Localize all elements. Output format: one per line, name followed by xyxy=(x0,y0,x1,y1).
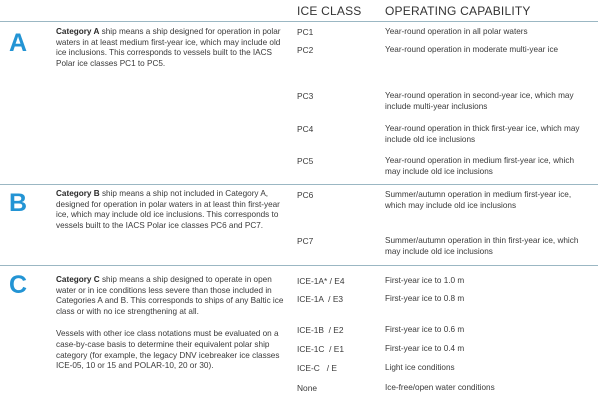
capability-cell: Year-round operation in medium first-year ice, which may include old ice inclusions xyxy=(385,156,575,176)
ice-class-cell: ICE-1B / E2 xyxy=(297,325,344,335)
header-divider xyxy=(0,21,598,22)
ice-class-cell: ICE-1C / E1 xyxy=(297,344,345,354)
ice-class-cell: PC5 xyxy=(297,156,314,166)
ice-class-cell: None xyxy=(297,383,318,393)
capability-cell: Year-round operation in thick first-year ice, which may include old ice inclusions xyxy=(385,124,580,144)
capability-cell: Year-round operation in moderate multi-year ice xyxy=(385,45,559,54)
ice-class-cell: PC1 xyxy=(297,27,314,37)
capability-cell: Light ice conditions xyxy=(385,363,455,372)
category-divider-b-c xyxy=(0,265,598,266)
capability-cell: First-year ice to 0.4 m xyxy=(385,344,465,353)
capability-cell: Ice-free/open water conditions xyxy=(385,383,495,392)
ice-class-header: ICE CLASS xyxy=(297,4,362,18)
operating-capability-header: OPERATING CAPABILITY xyxy=(385,4,531,18)
capability-cell: First-year ice to 0.6 m xyxy=(385,325,465,334)
ice-class-cell: PC2 xyxy=(297,45,314,55)
category-a-letter: A xyxy=(9,29,28,57)
category-a-description xyxy=(56,27,284,69)
category-c-name: Category C xyxy=(56,275,100,284)
capability-cell: Summer/autumn operation in thin first-year ice, which may include old ice inclusions xyxy=(385,236,579,256)
ice-class-cell: ICE-C / E xyxy=(297,363,338,373)
category-a-text: ship means a ship designed for operation in polar waters in at least medium first-year ice, which may include old ice inclusions. This corresponds to vessels built to the IACS Polar ice classes PC1 to PC5. xyxy=(56,27,281,68)
ice-class-cell: PC3 xyxy=(297,91,314,101)
category-b-letter: B xyxy=(9,189,28,217)
category-c-letter: C xyxy=(9,271,28,299)
category-b-text: ship means a ship not included in Category A, designed for operation in polar waters in at least thin first-year ice, which may include old ice inclusions. This corresponds to vessels built to the IACS Polar ice classes PC6 and PC7. xyxy=(56,189,280,230)
ice-class-cell: PC7 xyxy=(297,236,314,246)
capability-cell: First-year ice to 0.8 m xyxy=(385,294,465,303)
category-c-description xyxy=(56,275,284,372)
category-c-text: ship means a ship designed to operate in open water or in ice conditions less severe than those included in Categories A and B. This corresponds to ships of any Baltic ice class or with no ice strengthening at all. xyxy=(56,275,284,316)
category-a-name: Category A xyxy=(56,27,100,36)
capability-cell: First-year ice to 1.0 m xyxy=(385,276,465,285)
ice-class-cell: PC6 xyxy=(297,190,314,200)
ice-class-cell: PC4 xyxy=(297,124,314,134)
capability-cell: Year-round operation in second-year ice, which may include multi-year inclusions xyxy=(385,91,574,111)
category-divider-a-b xyxy=(0,184,598,185)
capability-cell: Summer/autumn operation in medium first-year ice, which may include old ice inclusions xyxy=(385,190,572,210)
capability-cell: Year-round operation in all polar waters xyxy=(385,27,528,36)
ice-class-cell: ICE-1A / E3 xyxy=(297,294,344,304)
category-c-note: Vessels with other ice class notations must be evaluated on a case-by-case basis to determine their equivalent polar ship category (for example, the legacy DNV icebreaker ice classes ICE-05, 10 or 15 and POLAR-10, 20 or 30). xyxy=(56,329,280,371)
category-b-description xyxy=(56,189,284,231)
category-b-name: Category B xyxy=(56,189,100,198)
ice-class-cell: ICE-1A* / E4 xyxy=(297,276,345,286)
